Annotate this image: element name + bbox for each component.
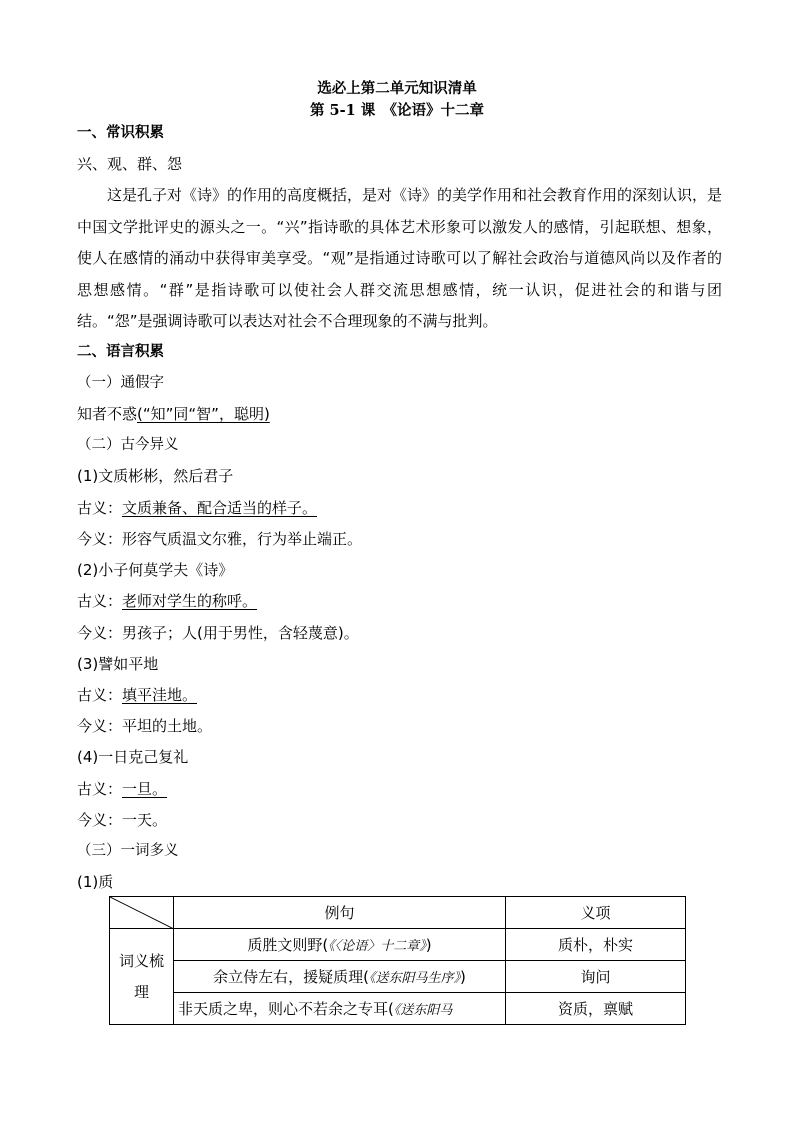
modern-meaning: 男孩子；人(用于男性，含轻蔑意)。 — [122, 624, 359, 642]
lesson-title: 第 5-1 课 《论语》十二章 — [309, 102, 485, 119]
section-heading-knowledge: 一、常识积累 — [77, 124, 164, 141]
example-sentence: 质胜文则野( — [247, 936, 329, 954]
polysemy-word: (1)质 — [77, 873, 114, 891]
modern-label: 今义： — [77, 624, 123, 642]
topic-line: 兴、观、群、怨 — [77, 155, 183, 173]
header-meaning: 义项 — [506, 897, 686, 929]
modern-label: 今义： — [77, 530, 123, 548]
subheading-tongjia: （一）通假字 — [77, 375, 164, 391]
table-row — [110, 993, 686, 1025]
ancient-label: 古义： — [77, 499, 123, 517]
table-corner-cell — [110, 897, 174, 929]
diagonal-line — [110, 897, 174, 929]
example-cell — [174, 993, 506, 1025]
example-cell — [174, 929, 506, 961]
tongjia-note: (“知”同“智”，聪明) — [137, 405, 270, 423]
intro-paragraph: 这是孔子对《诗》的作用的高度概括，是对《诗》的美学作用和社会教育作用的深刻认识，是中国文学批评史的源头之一。“兴”指诗歌的具体艺术形象可以激发人的感情，引起联想、想象，使人在感情的涌动中获得审美享受。“观”是指通过诗歌可以了解社会政治与道德风尚以及作者的思想感情。“群”是指诗歌可以使社会人群交流思想感情，统一认识，促进社会的和谐与团结。“怨”是强调诗歌可以表达对社会不合理现象的不满与批判。 — [77, 186, 723, 330]
meaning-cell: 询问 — [506, 961, 686, 993]
gujin-modern — [77, 716, 212, 736]
gujin-ancient — [77, 498, 317, 518]
modern-label: 今义： — [77, 717, 123, 735]
gujin-modern — [77, 623, 359, 643]
gujin-phrase: (1)文质彬彬，然后君子 — [77, 467, 234, 485]
example-source: 《〈论语〉十二章》 — [328, 939, 426, 954]
tongjia-phrase: 知者不惑 — [77, 405, 138, 423]
gujin-ancient — [77, 779, 167, 799]
example-source: 《送东阳马生序》 — [368, 971, 460, 986]
modern-label: 今义： — [77, 811, 123, 829]
table-row — [110, 961, 686, 993]
gujin-phrase: (4)一日克己复礼 — [77, 748, 189, 766]
gujin-phrase: (3)譬如平地 — [77, 655, 159, 673]
table-row — [110, 929, 686, 961]
example-sentence: 非天质之卑，则心不若余之专耳( — [178, 1000, 394, 1018]
gujin-modern — [77, 529, 362, 549]
ancient-meaning: 填平洼地。 — [122, 686, 198, 704]
ancient-meaning: 文质兼备、配合适当的样子。 — [122, 499, 318, 517]
section-heading-language: 二、语言积累 — [77, 343, 164, 360]
subheading-gujin: （二）古今异义 — [77, 437, 179, 453]
tongjia-item — [77, 404, 270, 424]
polysemy-table — [109, 896, 686, 1025]
modern-meaning: 平坦的土地。 — [122, 717, 213, 735]
gujin-ancient — [77, 685, 197, 705]
meaning-cell: 资质，禀赋 — [506, 993, 686, 1025]
ancient-label: 古义： — [77, 780, 123, 798]
example-sentence: 余立侍左右，援疑质理( — [213, 968, 369, 986]
header-example: 例句 — [174, 897, 506, 929]
meaning-cell: 质朴，朴实 — [506, 929, 686, 961]
modern-meaning: 形容气质温文尔雅，行为举止端正。 — [122, 530, 363, 548]
example-close: ) — [425, 936, 432, 954]
ancient-meaning: 一旦。 — [122, 780, 168, 798]
example-source: 《送东阳马 — [393, 1003, 453, 1018]
ancient-label: 古义： — [77, 592, 123, 610]
modern-meaning: 一天。 — [122, 811, 168, 829]
ancient-meaning: 老师对学生的称呼。 — [122, 592, 258, 610]
example-close: ) — [460, 968, 466, 986]
gujin-phrase: (2)小子何莫学夫《诗》 — [77, 561, 234, 579]
subheading-polysemy: （三）一词多义 — [77, 843, 179, 859]
gujin-modern — [77, 810, 167, 830]
ancient-label: 古义： — [77, 686, 123, 704]
example-cell — [174, 961, 506, 993]
row-label: 词义梳理 — [118, 951, 164, 1001]
table-header-row — [110, 897, 686, 929]
row-label-cell — [110, 929, 174, 1025]
document-title: 选必上第二单元知识清单 — [317, 80, 477, 97]
gujin-ancient — [77, 591, 257, 611]
